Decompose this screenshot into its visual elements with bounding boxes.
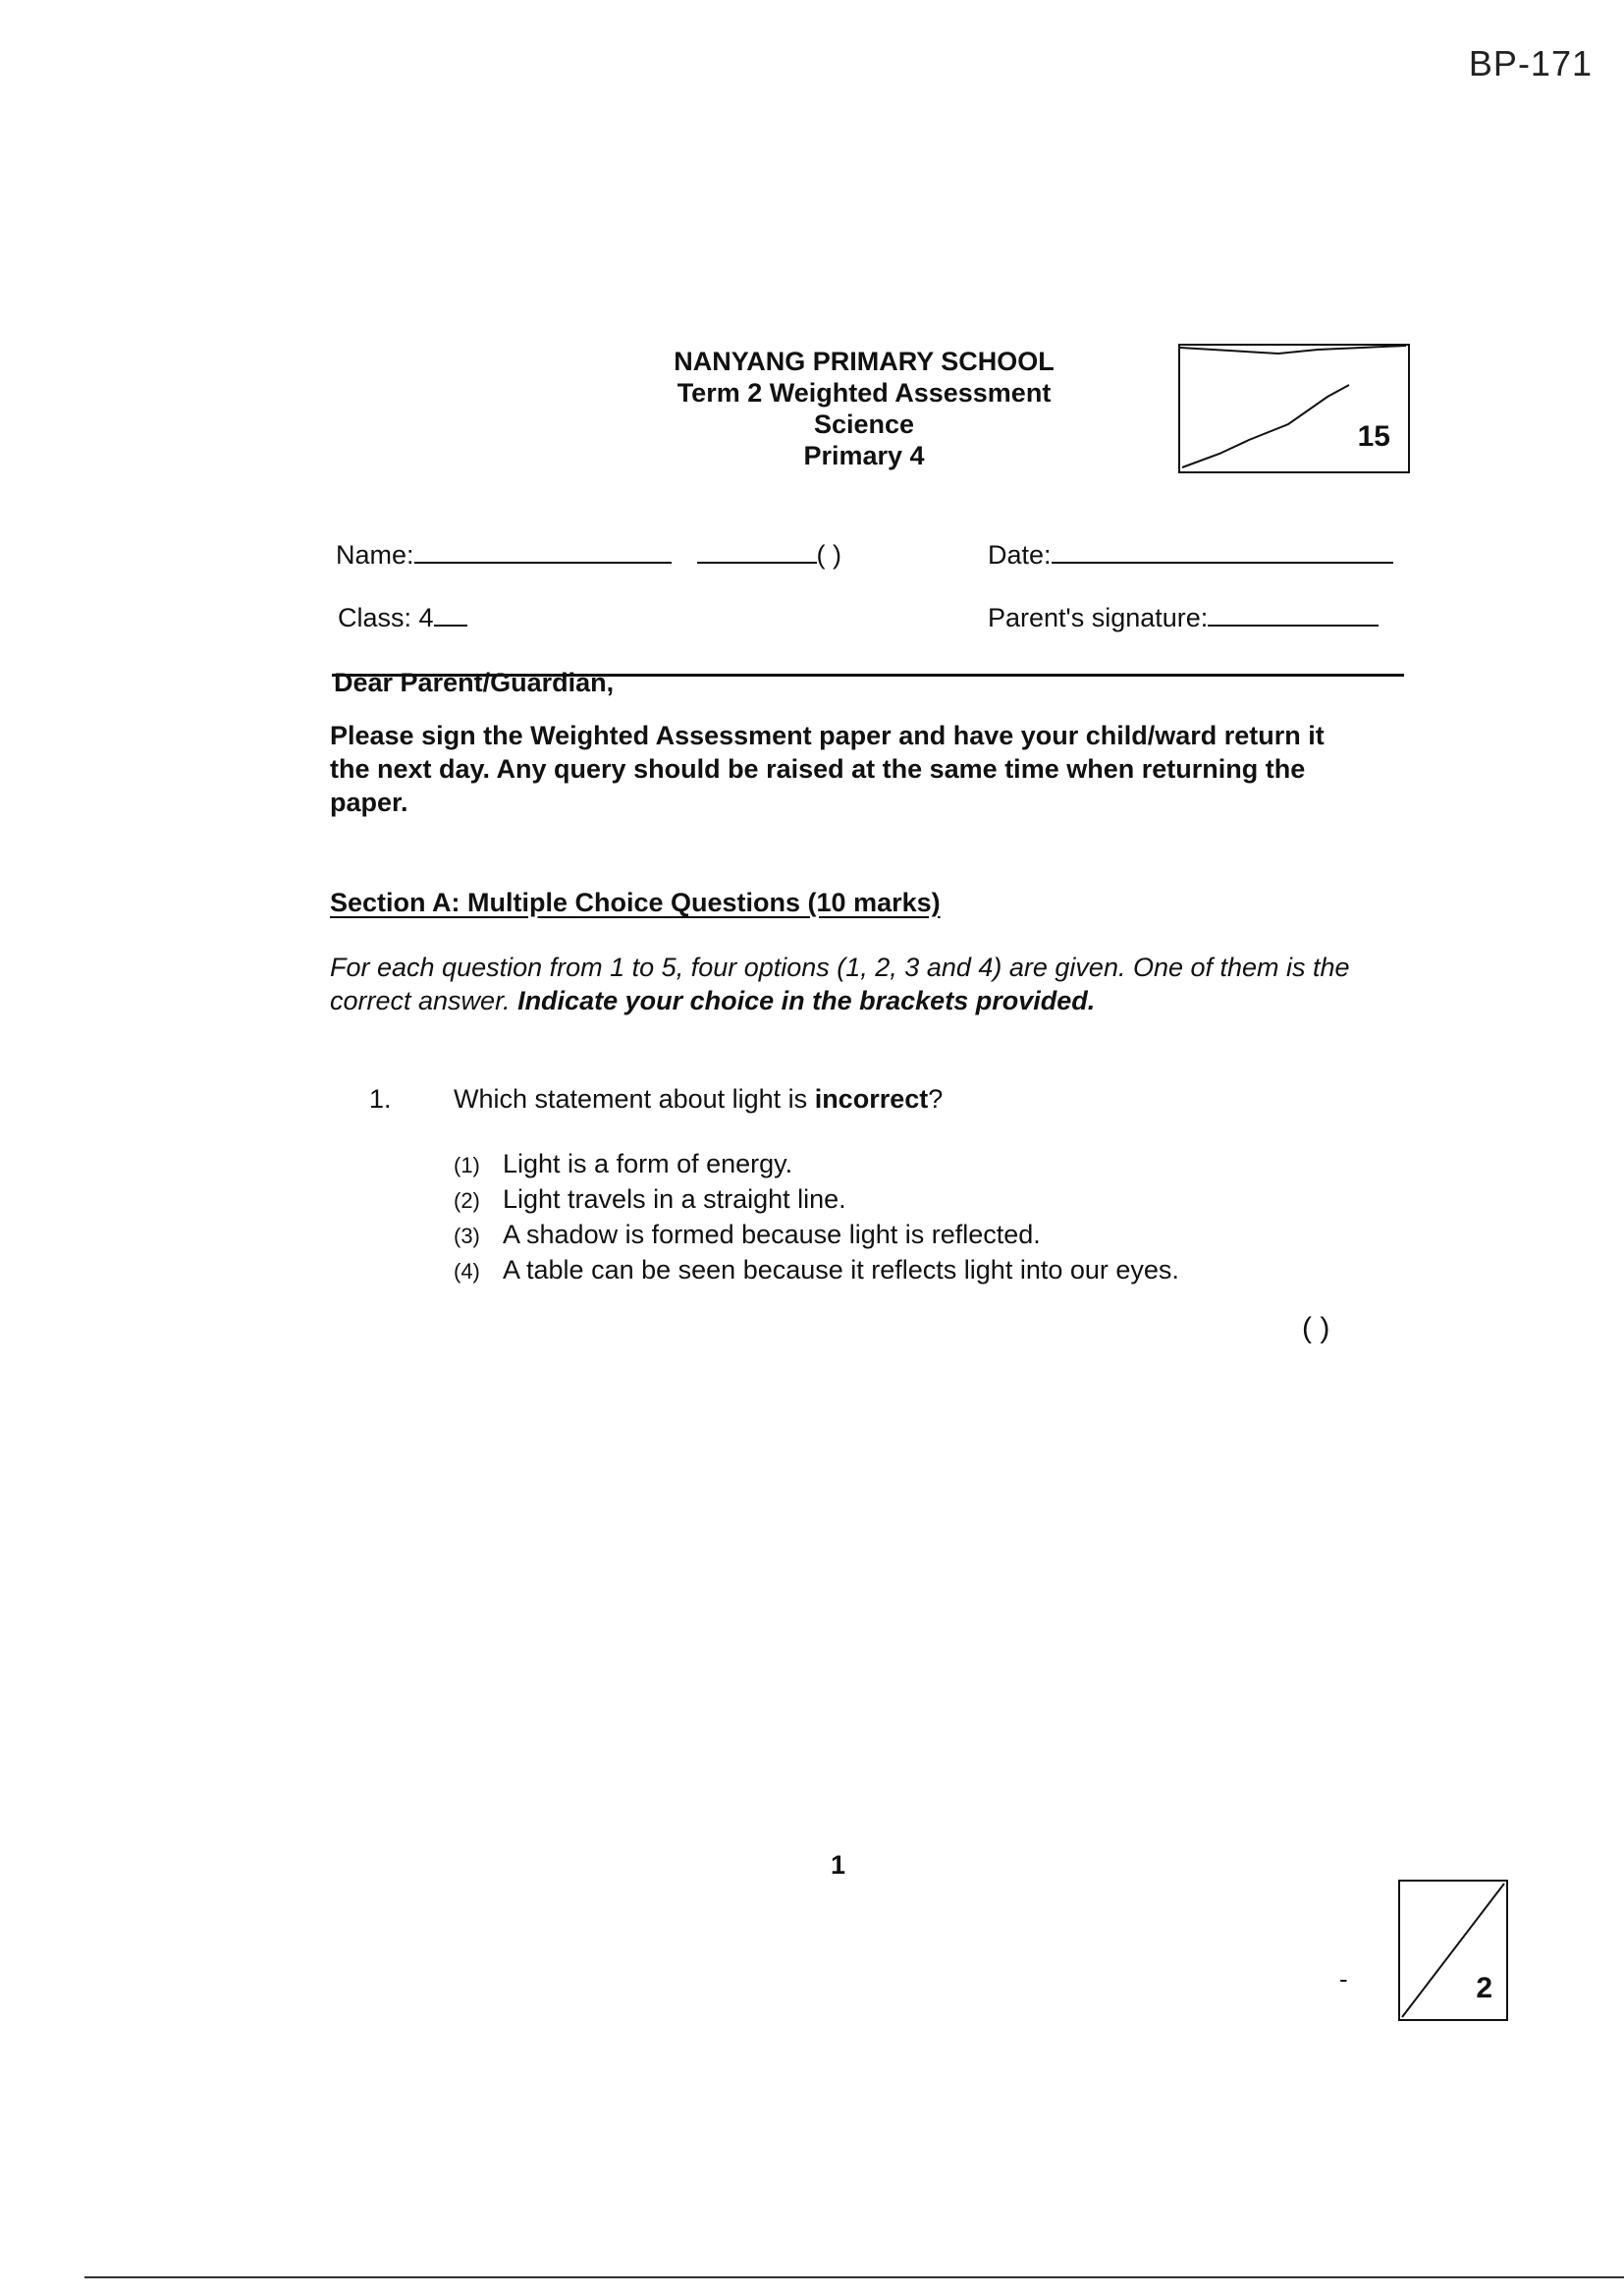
name-line[interactable] <box>414 562 672 564</box>
instructions-emphasis: Indicate your choice in the brackets provided. <box>517 986 1096 1015</box>
level: Primary 4 <box>803 441 925 470</box>
assessment-title: Term 2 Weighted Assessment <box>677 378 1052 408</box>
option-text: Light is a form of energy. <box>503 1149 793 1178</box>
section-a-instructions <box>330 951 1400 1017</box>
question-text-end: ? <box>928 1084 944 1114</box>
parent-signature-label: Parent's signature: <box>988 603 1209 632</box>
index-brackets: ( ) <box>816 540 842 570</box>
option-text: Light travels in a straight line. <box>503 1184 846 1214</box>
option-number: (4) <box>454 1259 480 1284</box>
question-number: 1. <box>369 1084 392 1114</box>
notice-salutation: Dear Parent/Guardian, <box>334 668 615 697</box>
option-number: (3) <box>454 1224 480 1248</box>
question-keyword: incorrect <box>814 1084 929 1114</box>
side-dash: - <box>1339 1964 1348 1994</box>
bottom-rule <box>84 2276 1624 2278</box>
name-line-2[interactable] <box>697 562 817 564</box>
document-code: BP-171 <box>1468 43 1593 83</box>
question-text-start: Which statement about light is <box>454 1084 815 1114</box>
date-label: Date: <box>988 540 1052 570</box>
class-field[interactable] <box>338 603 467 633</box>
date-line[interactable] <box>1052 562 1393 564</box>
class-line[interactable] <box>434 625 467 627</box>
option-3 <box>454 1218 1179 1253</box>
page-marks-box <box>1398 1880 1508 2021</box>
total-score-box <box>1178 344 1410 473</box>
date-field[interactable] <box>988 540 1393 571</box>
option-number: (2) <box>454 1188 480 1213</box>
notice-body: Please sign the Weighted Assessment paper and have your child/ward return it the next day. Any query should be raised at the same time when returning the paper. <box>330 721 1325 817</box>
page-number: 1 <box>831 1850 846 1880</box>
school-name: NANYANG PRIMARY SCHOOL <box>674 347 1055 376</box>
option-4 <box>454 1253 1179 1288</box>
option-number: (1) <box>454 1153 480 1177</box>
parent-signature-field[interactable] <box>988 603 1379 633</box>
option-1 <box>454 1147 1179 1182</box>
subject: Science <box>813 410 915 439</box>
page-marks-max: 2 <box>1476 1972 1492 2004</box>
instructions-text: For each question from 1 to 5, four options (1, 2, 3 and 4) are given. One of them is the correct answer. <box>330 953 1350 1015</box>
option-text: A table can be seen because it reflects light into our eyes. <box>503 1255 1179 1285</box>
score-max: 15 <box>1357 420 1390 453</box>
class-label: Class: 4 <box>338 603 434 632</box>
exam-header <box>589 346 1139 471</box>
parent-signature-line[interactable] <box>1208 625 1379 627</box>
answer-brackets[interactable]: ( ) <box>1302 1312 1330 1344</box>
name-field[interactable] <box>336 540 841 571</box>
option-2 <box>454 1182 1179 1218</box>
name-label: Name: <box>336 540 414 570</box>
section-a-title: Section A: Multiple Choice Questions (10 marks) <box>330 888 941 917</box>
question-options <box>454 1147 1179 1288</box>
option-text: A shadow is formed because light is reflected. <box>503 1220 1041 1249</box>
question-text <box>454 1084 943 1115</box>
